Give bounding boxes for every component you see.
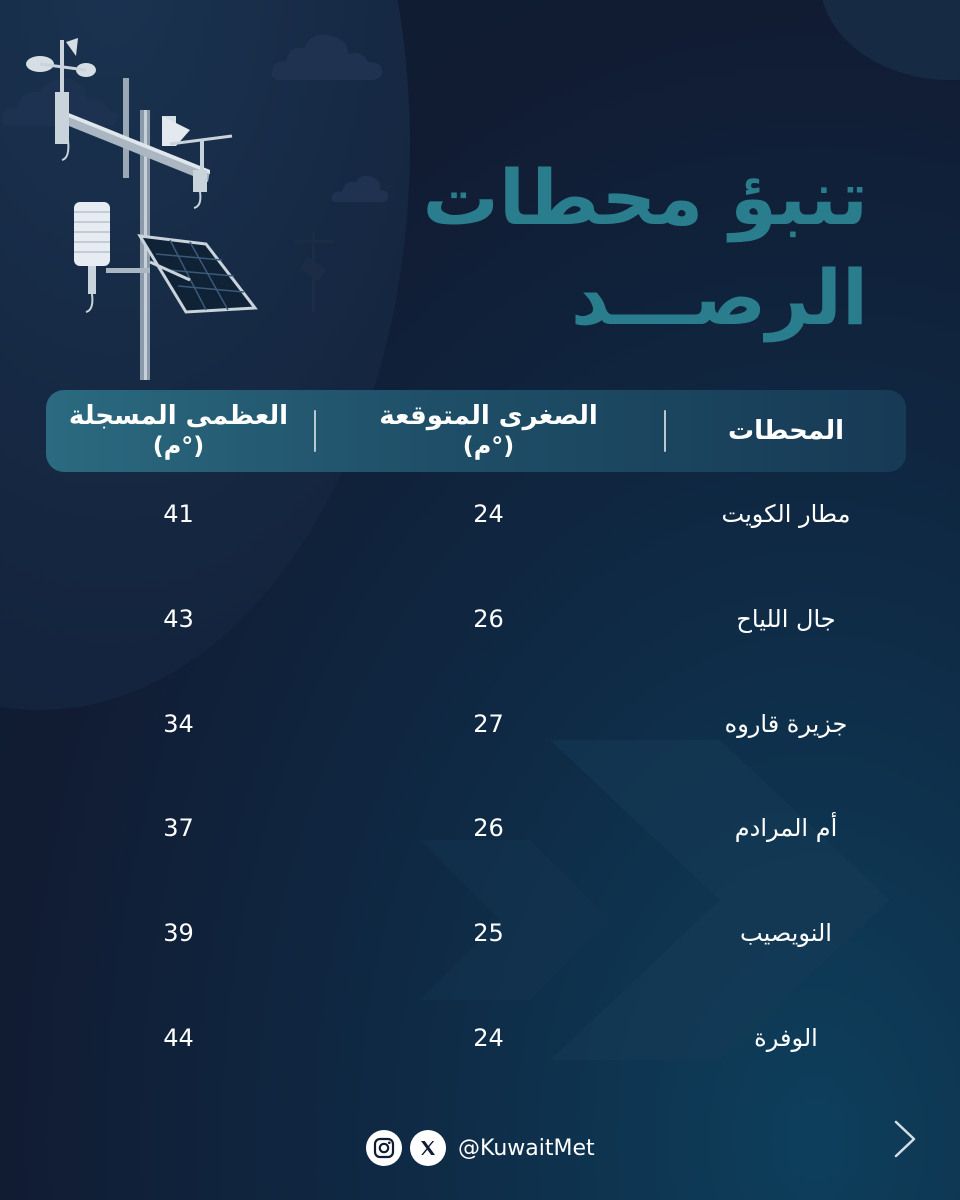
chevron-right-icon[interactable] xyxy=(884,1118,924,1160)
min-temp: 26 xyxy=(473,814,504,843)
header-max-label: العظمى المسجلة xyxy=(68,401,289,431)
table-row xyxy=(46,786,906,891)
max-temp: 44 xyxy=(163,1023,194,1052)
min-temp: 25 xyxy=(473,919,504,948)
header-max-recorded xyxy=(46,390,311,472)
station-name: أم المرادم xyxy=(734,814,838,843)
max-temp: 37 xyxy=(163,814,194,843)
table-row xyxy=(46,891,906,996)
instagram-icon[interactable] xyxy=(366,1130,402,1166)
max-temp: 43 xyxy=(163,604,194,633)
max-temp: 34 xyxy=(163,709,194,738)
table-body xyxy=(46,472,906,1101)
min-temp: 26 xyxy=(473,604,504,633)
min-temp: 27 xyxy=(473,709,504,738)
table-row xyxy=(46,577,906,682)
min-temp: 24 xyxy=(473,500,504,528)
station-name: الوفرة xyxy=(754,1023,818,1052)
table-row xyxy=(46,472,906,577)
cloud-icon xyxy=(270,28,385,83)
max-temp: 39 xyxy=(163,919,194,948)
header-divider xyxy=(314,410,316,452)
account-handle[interactable]: @KuwaitMet xyxy=(458,1135,595,1161)
header-divider xyxy=(664,410,666,452)
min-temp: 24 xyxy=(473,1023,504,1052)
page-title xyxy=(423,148,868,348)
table-row xyxy=(46,996,906,1101)
header-min-unit: (°م) xyxy=(462,432,515,460)
table-row xyxy=(46,682,906,787)
cloud-icon xyxy=(330,172,390,204)
background-circle-top xyxy=(820,0,960,80)
title-line-2: الرصـــد xyxy=(570,253,868,342)
table-header xyxy=(46,390,906,472)
station-name: النويصيب xyxy=(740,919,832,948)
header-max-unit: (°م) xyxy=(152,432,205,460)
distant-station-icon xyxy=(284,222,344,312)
station-name: مطار الكويت xyxy=(721,500,851,528)
station-name: جال اللياح xyxy=(736,604,836,633)
x-icon[interactable] xyxy=(410,1130,446,1166)
weather-station-illustration xyxy=(10,30,280,380)
title-line-1: تنبؤ محطات xyxy=(422,153,868,242)
header-min-label: الصغرى المتوقعة xyxy=(379,401,598,431)
station-name: جزيرة قاروه xyxy=(724,709,848,738)
header-min-expected xyxy=(316,390,661,472)
max-temp: 41 xyxy=(163,500,194,528)
header-stations: المحطات xyxy=(727,416,845,446)
social-footer xyxy=(366,1128,595,1168)
